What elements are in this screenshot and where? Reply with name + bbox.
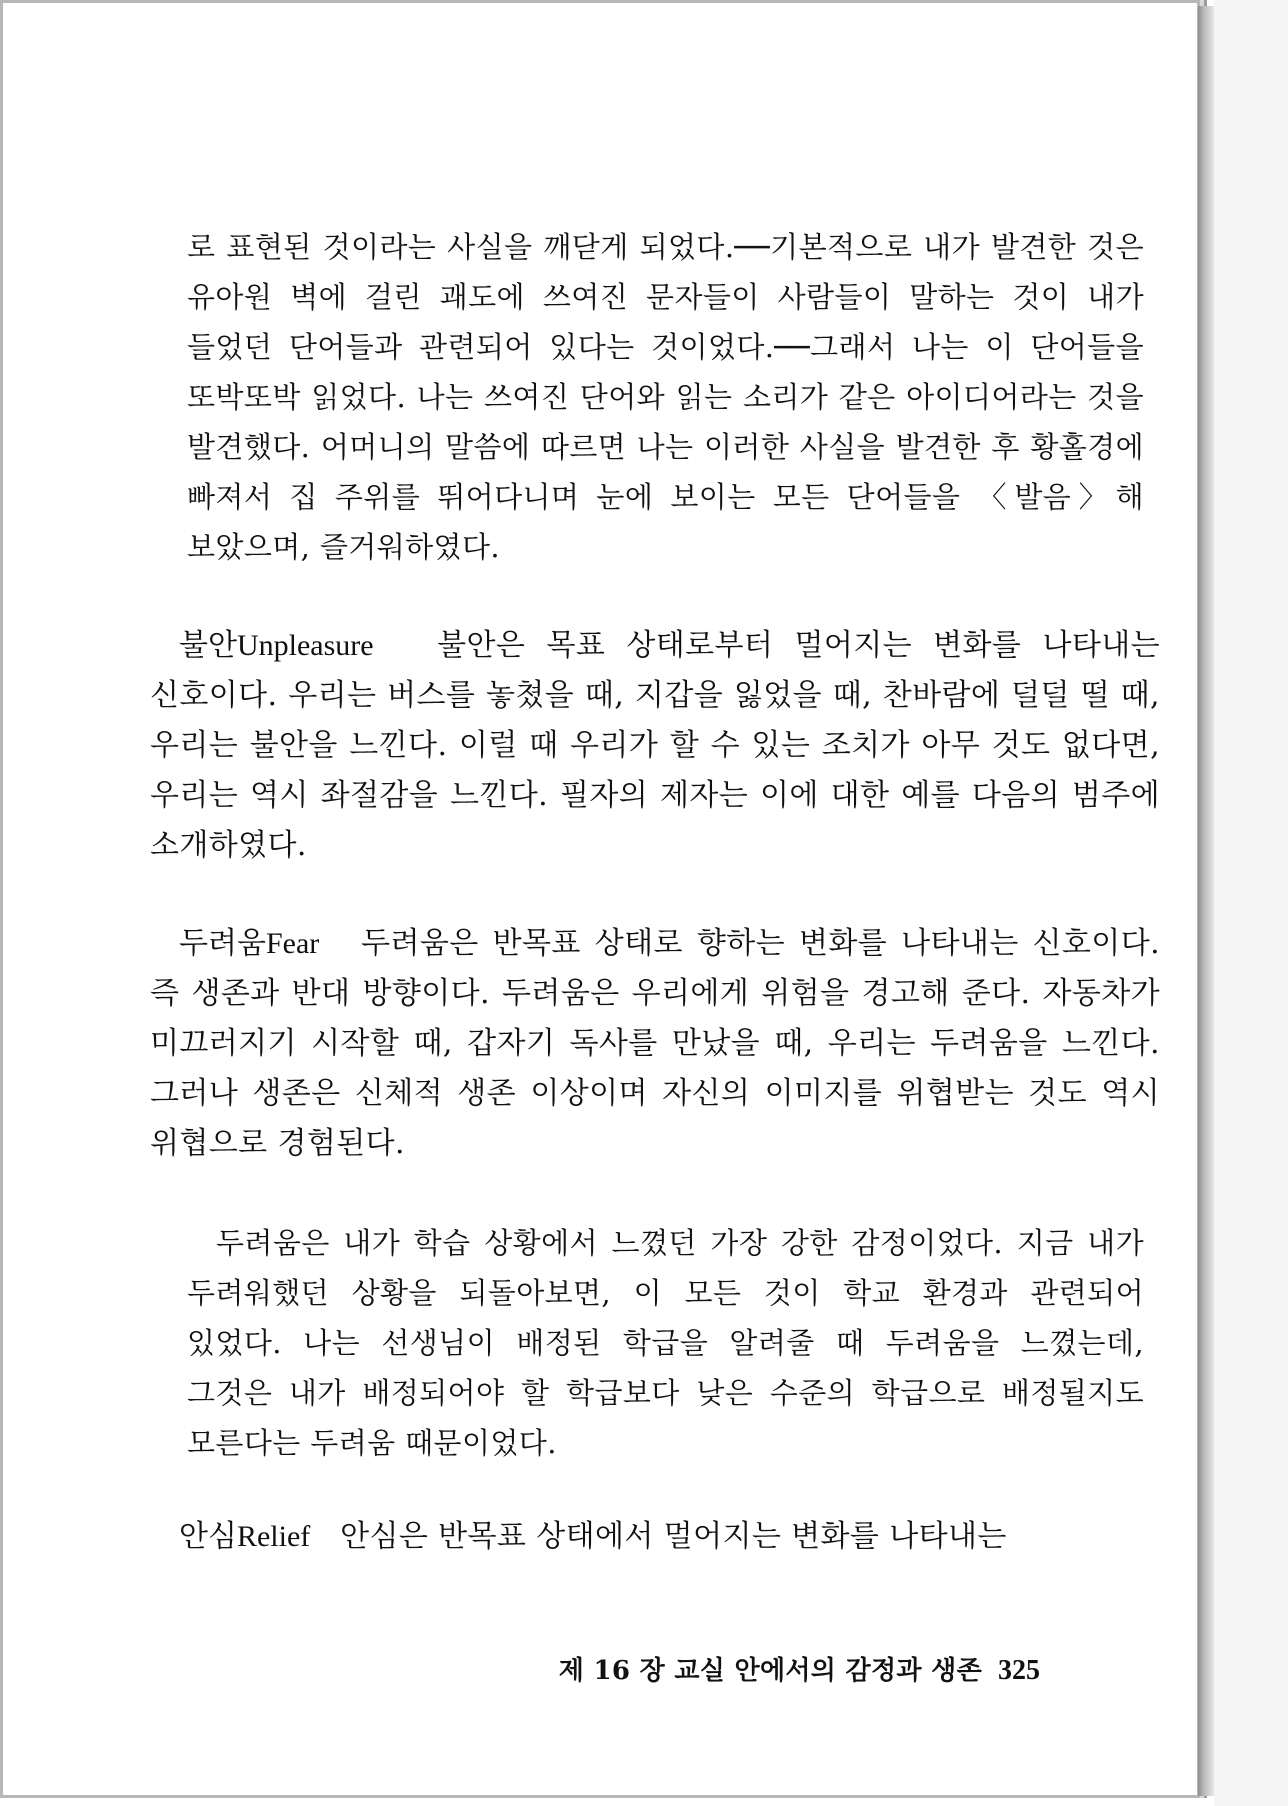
page-footer [558,1650,1040,1690]
page-number: 325 [998,1655,1040,1686]
term-fear: 두려움Fear [179,927,320,960]
body-unpleasure: 불안은 목표 상태로부터 멀어지는 변화를 나타내는 신호이다. 우리는 버스를 놓쳤을 때, 지갑을 잃었을 때, 찬바람에 덜덜 떨 때, 우리는 불안을 느낀다. 이럴 때 우리가 할 수 있는 조치가 아무 것도 없다면, 우리는 역시 좌절감을 느낀다. 필자의 제자는 이에 대한 예를 다음의 범주에 소개하였다. [150,628,1160,863]
section-relief [150,1512,1160,1562]
chapter-title: 제 16 장 교실 안에서의 감정과 생존 [558,1656,982,1686]
page-content [150,222,1160,1562]
continuation-quote: 로 표현된 것이라는 사실을 깨닫게 되었다.──기본적으로 내가 발견한 것은 유아원 벽에 걸린 괘도에 쓰여진 문자들이 사람들이 말하는 것이 내가 들었던 단어들과 관련되어 있다는 것이었다.──그래서 나는 이 단어들을 또박또박 읽었다. 나는 쓰여진 단어와 읽는 소리가 같은 아이디어라는 것을 발견했다. 어머니의 말씀에 따르면 나는 이러한 사실을 발견한 후 황홀경에 빠져서 집 주위를 뛰어다니며 눈에 보이는 모든 단어들을 〈발음〉해 보았으며, 즐거워하였다. [187,230,1144,564]
term-relief: 안심Relief [179,1520,311,1553]
page-edge-shadow [1198,6,1214,1796]
section-fear [150,919,1160,1169]
term-unpleasure: 불안Unpleasure [179,629,374,662]
fear-quote-text: 두려움은 내가 학습 상황에서 느꼈던 가장 강한 감정이었다. 지금 내가 두려워했던 상황을 되돌아보면, 이 모든 것이 학교 환경과 관련되어 있었다. 나는 선생님이 배정된 학급을 알려줄 때 두려움을 느꼈는데, 그것은 내가 배정되어야 할 학급보다 낮은 수준의 학급으로 배정될지도 모른다는 두려움 때문이었다. [187,1226,1144,1460]
body-relief: 안심은 반목표 상태에서 멀어지는 변화를 나타내는 [340,1519,1007,1554]
fear-quote [150,1218,1160,1468]
body-fear: 두려움은 반목표 상태로 향하는 변화를 나타내는 신호이다. 즉 생존과 반대 방향이다. 두려움은 우리에게 위험을 경고해 준다. 자동차가 미끄러지기 시작할 때, 갑자기 독사를 만났을 때, 우리는 두려움을 느낀다. 그러나 생존은 신체적 생존 이상이며 자신의 이미지를 위협받는 것도 역시 위협으로 경험된다. [150,926,1161,1161]
section-unpleasure [150,621,1160,871]
page-gutter [1214,0,1288,1806]
